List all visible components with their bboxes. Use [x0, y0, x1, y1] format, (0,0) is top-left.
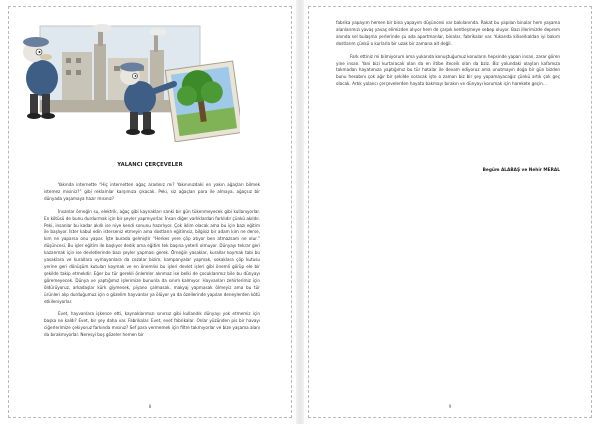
paragraph: Fark ettiniz mi bilmiyorum ama yukarıda konuştuğumuz konuların hepsinde yapan insan, zarar gören yine insan. Yani bizi kurtaracak olan da en iltibe iteceik olan da bziz. Biz yolundaki olayları kafamıza takmadan hayatımıza yaptığımız bu tür hatalar ile devam ediyoruz ama unutmayın doğa bir gün bizden bunu hesabını çok ağır bir şekilde soracak işte o zaman biz bir şey yapamayacağız çünkü artık çok geç olacak. Artık yalancı çerçevelerden hayata bakmayı bırakın ve dünyayı korumak için harekete geçin… [336, 53, 560, 87]
paragraph: Yakında internette “Hiç internetten ağaç aradınız mı? Yakınınızdaki en yakın ağaçları bilmek istemez misiniz?” gibi reklamlar karşımıza çıkacak. Peki, siz ağaçları para ile almaya, ağaçsız bir dünyada yaşamaya hazır mısınız? [44, 182, 260, 201]
right-page [300, 0, 600, 424]
article-title: YALANCI ÇERÇEVELER [117, 162, 183, 168]
paragraph: Evet, hayvanlara işkence etti, kaynaklarımızı sınırsız gibi kullandık dünyayı yok etmemiz için başka ne kaldı? Evet, bir şey daha var. Fabrikalar. Evet, evet fabrikalar. Onlar yüzünden pis bir havayı ciğerlerimize çekiyoruz farkında mısınız? Sef para vermemek için filtre takmıyorlar ve bize yaşama alanı da bırakmıyorlar. Neresyi boş gözeler hemen bir [44, 311, 260, 338]
article-authors: Begüm ALABAŞ ve Nehir MERAL [482, 168, 560, 173]
cartoon-illustration [22, 22, 240, 142]
right-text-column [336, 20, 560, 94]
page-number: 8 [148, 405, 152, 410]
paragraph: İnsanlar örneğin su, elektrik, ağaç gibi kaynakları sanki bir gün tükenmeyecek gibi kullanıyorlar. En kötüsü de bunu durdurmak için bir şeyler yapmıyorlar. İnsan diğer varlıklardan farklıdır çünkü akıldır. Peki, insanlar bu kadar akıllı ise niye kendi sonunu hazırlıyor. Çok iklim olacak ama bu için bazı eğitim ile başlıyor. İster kabul edin isterseniz etmeyin ama dostların eğitimsiz, bilgisiz bir adam kim ne derse, kim ne yaparsa onu yapar. İşte burada gelmiştir “Herkes yere çöp atıyor ben atmazsam ne olur.” düşüncesi. Bu işler eğitim ile başlıyor dedik ama eğitim tek başına yeterli olmuyor. Dünyayı tekrar geri kazanmak için ise devletlerinde bazı şeyler yapması gerek. Örneğin yasaklar, kurallar koymak tabi bu yasaklara ve kurallara uymayanlara da cezalar bizim, kampanyalar yapmak, sokaklara çöp kutusu yerine geri dönüşüm kutuları koymak ve en önemlisi bu işleri devlet işleri gibi önemli görüp ele bir şekilde takip etmekdir. Eğer bu tür gerekli önlemler alınmaz ise belki de çocuklarımız bile bu dünyayı göremeyecek. Dünya ve yaptığımız işlerimize bununla da sınırlı kalmıyor. Hayvanları zehirlerimiz için öldürüyoruz, arkadaşlar kürk giymesek, piyano çalmasak, makyaj yapmasak ölmeyiz ama bu tür ürünleri alıp durduğumuz için o gözelim hayvanlar ya ölüyor ya da özellerinde yapılan deneylerden kötü etkileniyorlar. [44, 208, 260, 304]
page-number: 9 [448, 405, 452, 410]
paragraph: fabrika yapayım hemen bir bina yapayım düşüncesi var bakılanında. Rakat bu yapılan binalar hem yaşama alanlarımızı yavaş yavaş elimizden alıyor hem de çarpık kentleşmeye sebep oluyor. Bazı illerimizde deprem anında sel bulaşma yerlerinde şu ada apartmanlar, binalar, fabrikalar var. Yukarıda kilise/kaldan iyi bakım dostlarım çünkü o kurlarla bir uzak bir zamana ait değil. [336, 20, 560, 46]
left-text-column [44, 182, 260, 345]
